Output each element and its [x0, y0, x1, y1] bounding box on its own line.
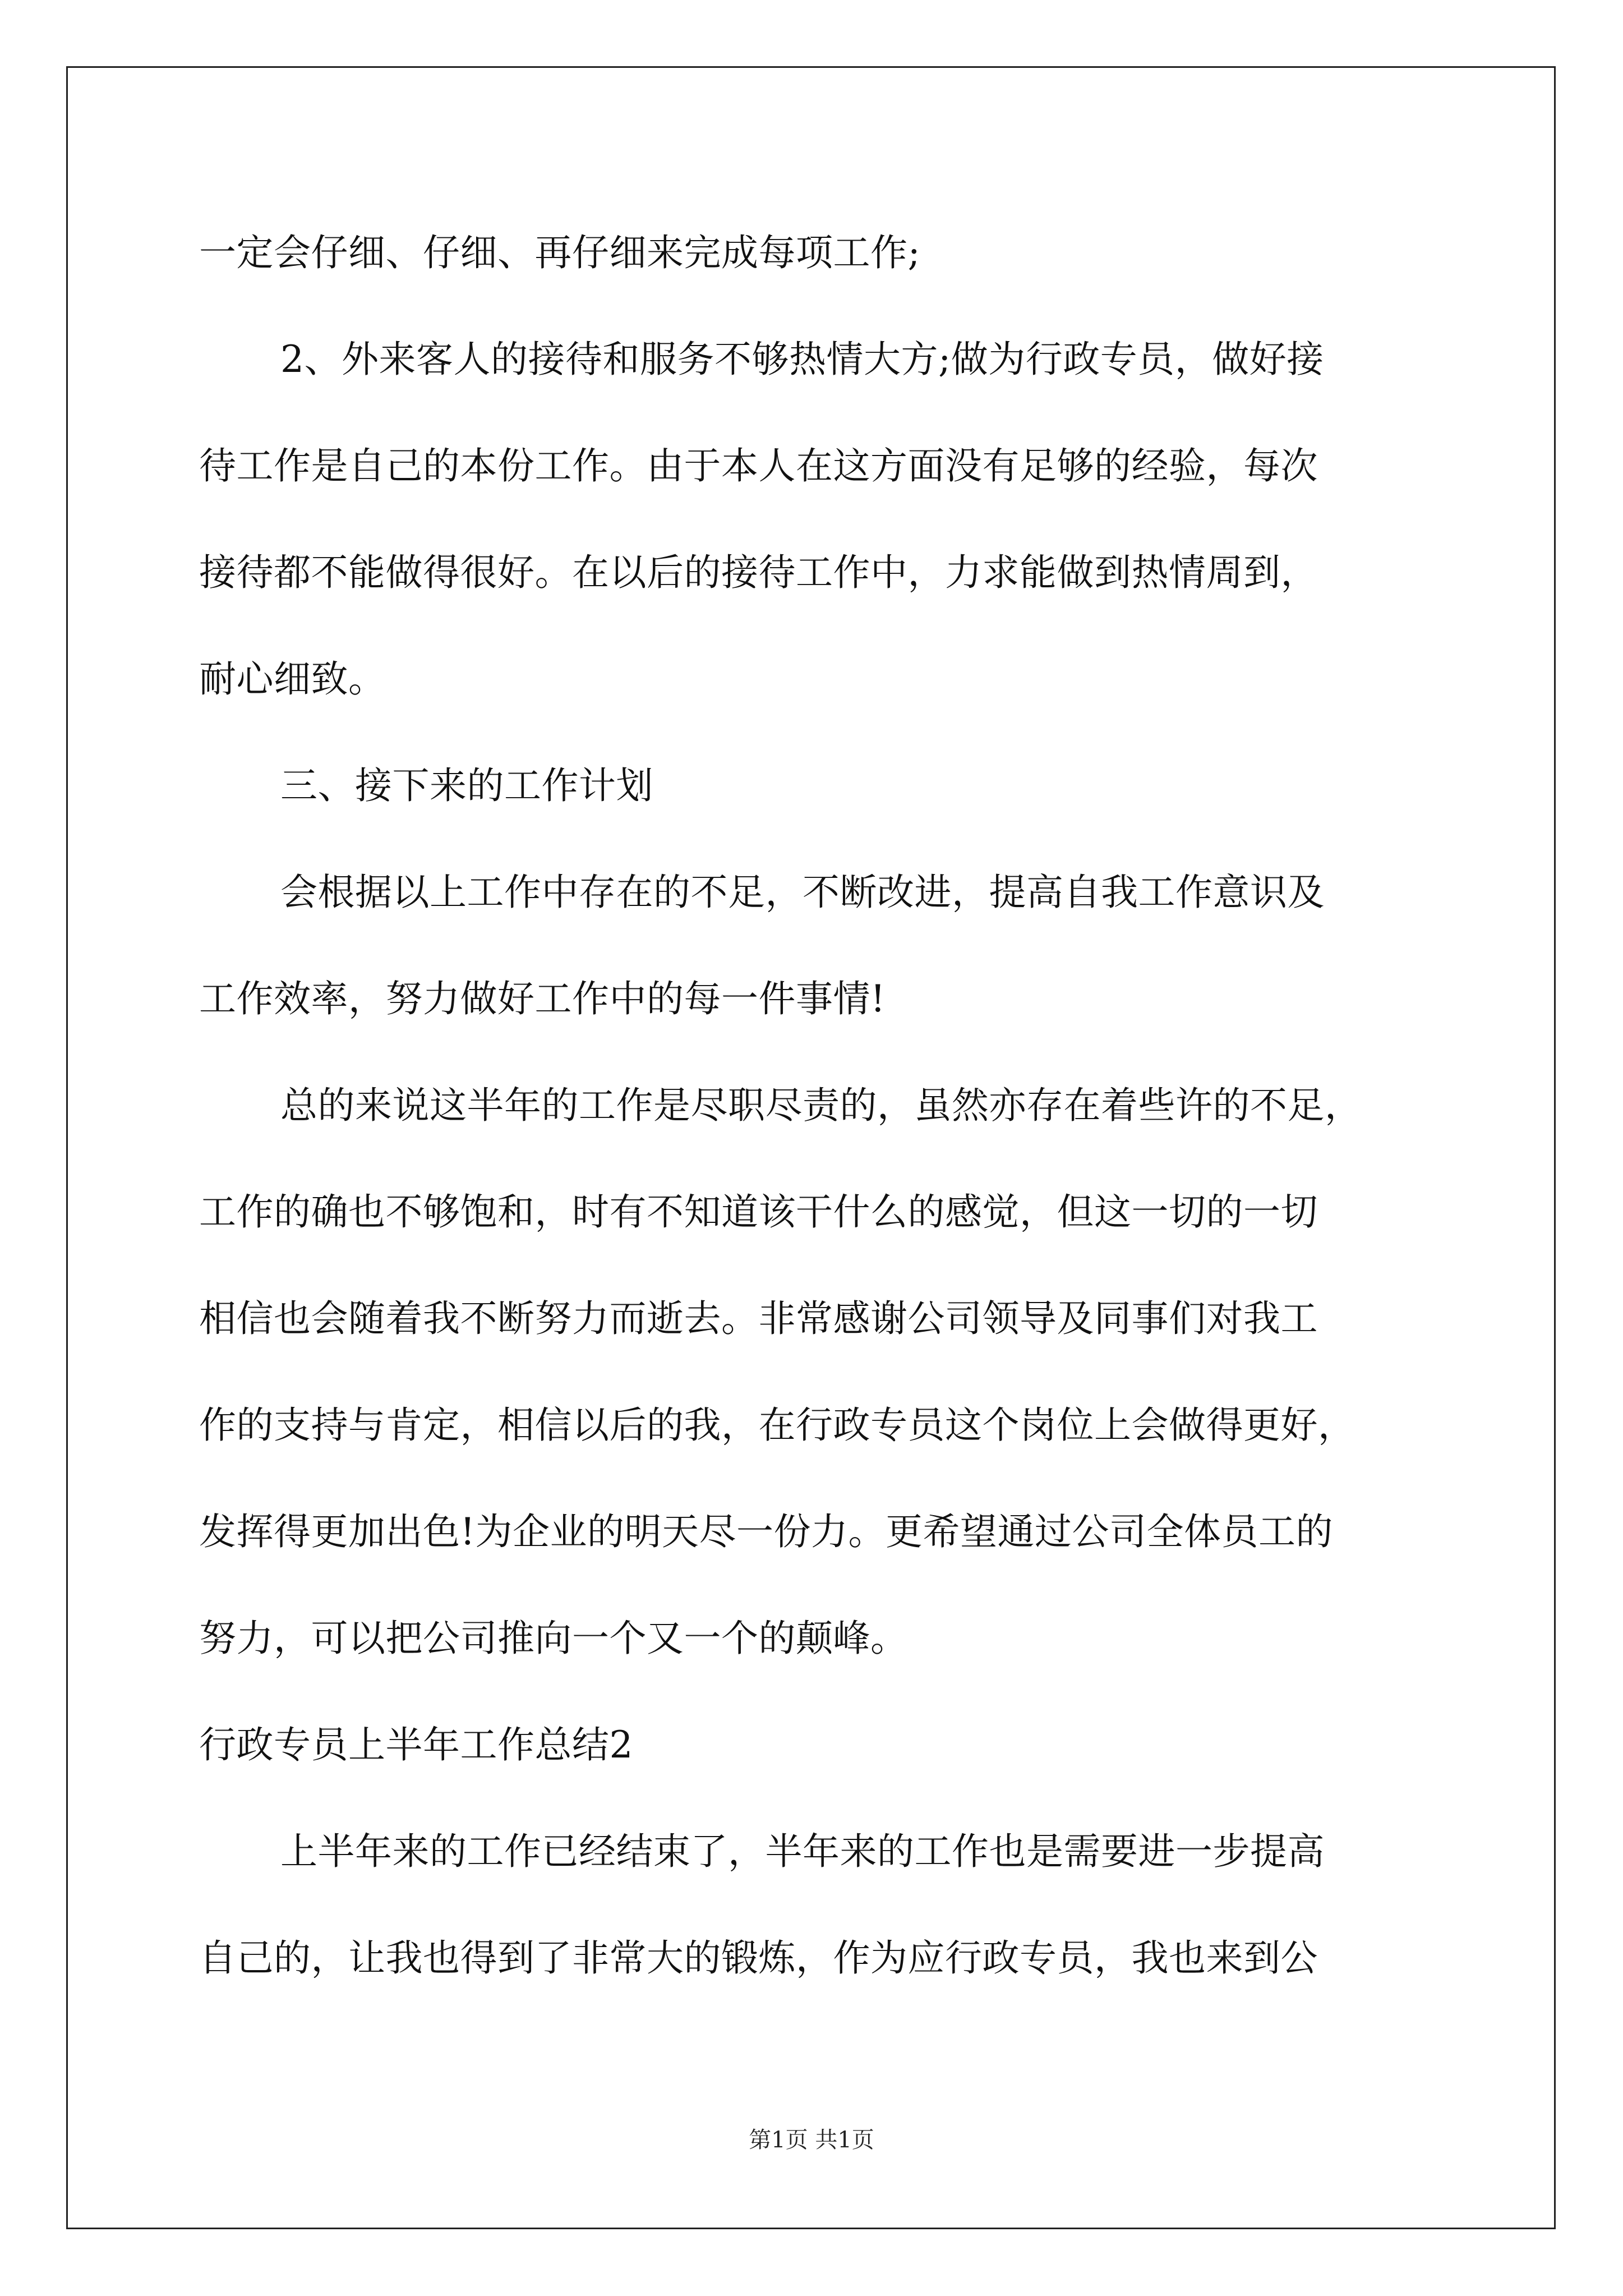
text-line: 自己的，让我也得到了非常大的锻炼，作为应行政专员，我也来到公 [199, 1936, 1318, 1980]
text-line: 作的支持与肯定，相信以后的我，在行政专员这个岗位上会做得更好， [199, 1404, 1355, 1447]
text-line: 工作的确也不够饱和，时有不知道该干什么的感觉，但这一切的一切 [199, 1190, 1318, 1234]
text-line: 接待都不能做得很好。在以后的接待工作中，力求能做到热情周到， [199, 551, 1318, 594]
section-heading: 三、接下来的工作计划 [280, 764, 653, 807]
page-border [66, 66, 1556, 2229]
text-line: 耐心细致。 [199, 657, 386, 701]
text-line: 相信也会随着我不断努力而逝去。非常感谢公司领导及同事们对我工 [199, 1297, 1318, 1340]
text-line: 2、外来客人的接待和服务不够热情大方;做为行政专员，做好接 [280, 338, 1324, 381]
text-line: 待工作是自己的本份工作。由于本人在这方面没有足够的经验，每次 [199, 444, 1318, 487]
text-line: 努力，可以把公司推向一个又一个的颠峰。 [199, 1617, 908, 1660]
document-subtitle: 行政专员上半年工作总结2 [199, 1723, 633, 1766]
text-line: 工作效率，努力做好工作中的每一件事情! [199, 977, 886, 1020]
text-line: 上半年来的工作已经结束了，半年来的工作也是需要进一步提高 [280, 1830, 1325, 1873]
text-line: 会根据以上工作中存在的不足，不断改进，提高自我工作意识及 [280, 871, 1325, 914]
text-line: 一定会仔细、仔细、再仔细来完成每项工作; [199, 231, 921, 274]
text-line: 总的来说这半年的工作是尽职尽责的，虽然亦存在着些许的不足， [280, 1084, 1362, 1127]
text-line: 发挥得更加出色!为企业的明天尽一份力。更希望通过公司全体员工的 [199, 1510, 1334, 1553]
page-footer: 第1页 共1页 [749, 2127, 874, 2153]
